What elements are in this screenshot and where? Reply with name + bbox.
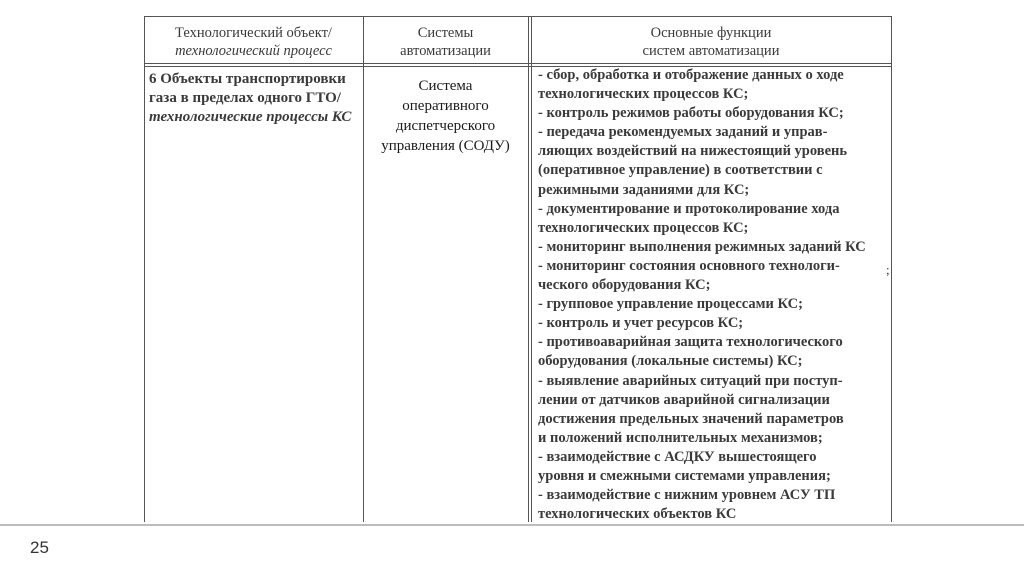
function-line-8: - документирование и протоколирование хода — [538, 200, 840, 217]
function-line-15: - противоаварийная защита технологического — [538, 334, 843, 351]
cell-functions — [538, 66, 898, 524]
function-line-9: технологических процессов КС; — [538, 219, 749, 236]
header-object — [144, 24, 363, 60]
header-object-line2 — [144, 42, 363, 60]
header-functions-line2: систем автоматизации — [642, 43, 780, 59]
header-object-line2-text: технологический процесс — [175, 43, 332, 59]
header-systems — [363, 24, 528, 60]
col2-col3-divider-2 — [531, 16, 532, 522]
system-line-2: оперативного — [402, 98, 489, 114]
function-line-7: режимными заданиями для КС; — [538, 181, 750, 198]
function-line-6: (оперативное управление) в соответствии с — [538, 162, 823, 179]
function-line-10: - мониторинг выполнения режимных заданий КС — [538, 238, 866, 255]
stray-semicolon: ; — [886, 262, 890, 277]
object-line-2: газа в пределах одного ГТО/ — [149, 90, 341, 106]
header-systems-line2: автоматизации — [400, 43, 491, 59]
page-number: 25 — [30, 538, 49, 557]
function-line-11: - мониторинг состояния основного технологи- — [538, 257, 840, 274]
function-line-14: - контроль и учет ресурсов КС; — [538, 315, 744, 332]
function-line-2: технологических процессов КС; — [538, 86, 749, 103]
table-left-border — [144, 16, 145, 522]
header-functions — [531, 24, 891, 60]
cell-object — [149, 70, 351, 127]
system-line-4: управления (СОДУ) — [381, 138, 510, 154]
function-line-23: - взаимодействие с нижним уровнем АСУ ТП — [538, 487, 836, 504]
system-line-1: Система — [418, 78, 473, 94]
footer-divider — [0, 524, 1024, 526]
function-line-18: лении от датчиков аварийной сигнализации — [538, 391, 830, 408]
function-line-13: - групповое управление процессами КС; — [538, 296, 803, 313]
function-line-20: и положений исполнительных механизмов; — [538, 429, 823, 446]
function-line-16: оборудования (локальные системы) КС; — [538, 353, 803, 370]
cell-system — [363, 76, 528, 156]
function-line-4: - передача рекомендуемых заданий и управ- — [538, 124, 828, 141]
function-line-17: - выявление аварийных ситуаций при поступ- — [538, 372, 843, 389]
object-line-1: 6 Объекты транспортировки — [149, 71, 346, 87]
function-line-1: - сбор, обработка и отображение данных о ходе — [538, 67, 844, 83]
table-top-border — [144, 16, 892, 17]
object-line-3-text: технологические процессы КС — [149, 109, 352, 125]
function-line-5: ляющих воздействий на нижестоящий уровень — [538, 143, 848, 160]
object-line-3 — [149, 108, 351, 127]
function-line-12: ческого оборудования КС; — [538, 277, 711, 294]
header-object-line1: Технологический объект/ — [175, 25, 332, 41]
system-line-3: диспетчерского — [395, 118, 496, 134]
function-line-21: - взаимодействие с АСДКУ вышестоящего — [538, 448, 817, 465]
function-line-22: уровня и смежными системами управления; — [538, 467, 831, 484]
function-line-19: достижения предельных значений параметров — [538, 410, 844, 427]
header-bottom-border — [144, 63, 892, 64]
header-systems-line1: Системы — [417, 25, 474, 41]
function-line-3: - контроль режимов работы оборудования КС; — [538, 105, 844, 122]
header-functions-line1: Основные функции — [650, 25, 772, 41]
function-line-24: технологических объектов КС — [538, 506, 737, 523]
col2-col3-divider — [528, 16, 529, 522]
